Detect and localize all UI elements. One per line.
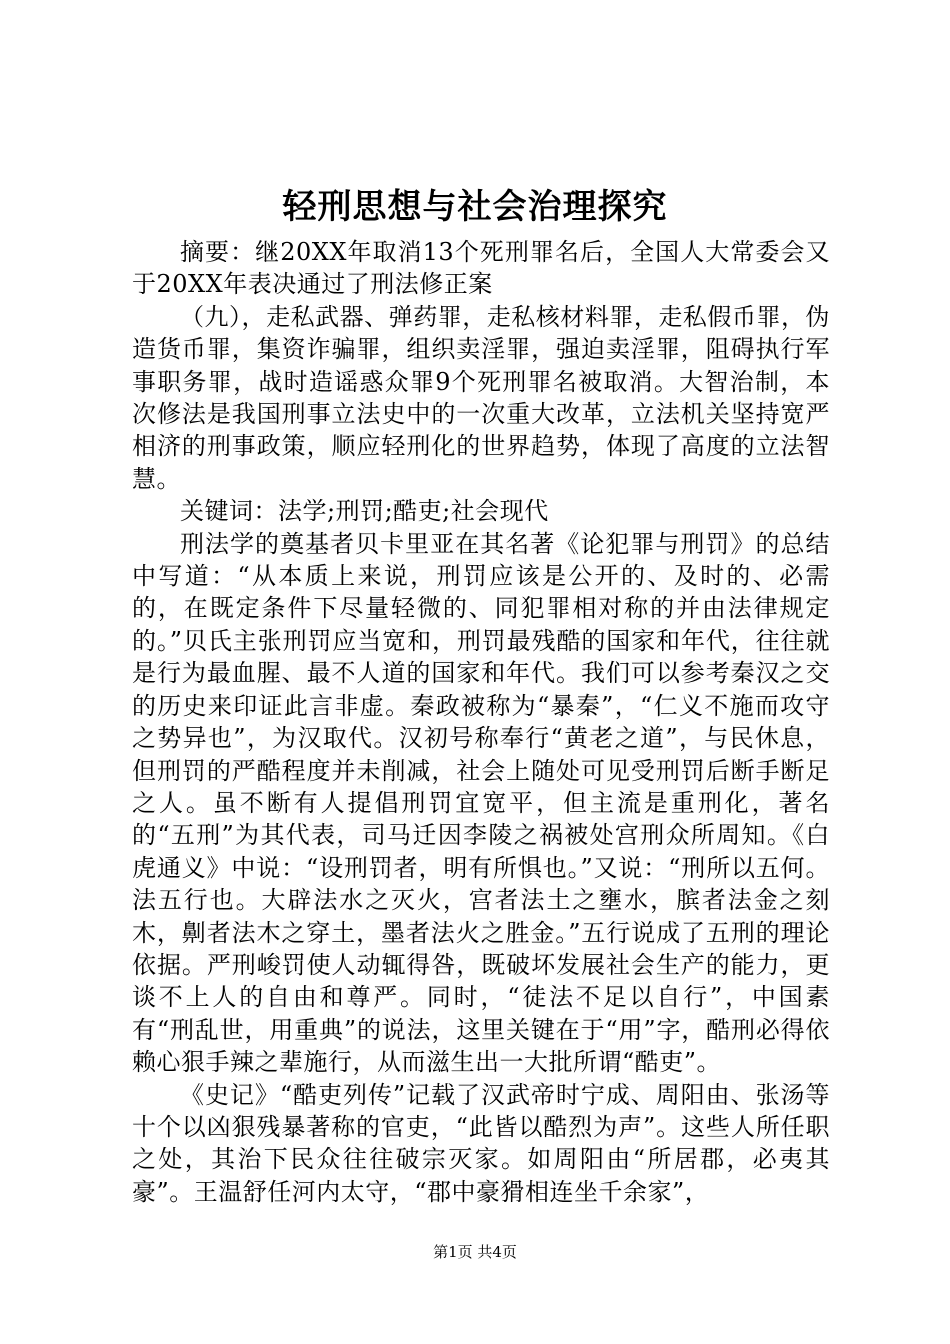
document-title: 轻刑思想与社会治理探究 [282, 187, 668, 227]
body-paragraph: 刑法学的奠基者贝卡里亚在其名著《论犯罪与刑罚》的总结中写道：“从本质上来说，刑罚应该是公开的、及时的、必需的，在既定条件下尽量轻微的、同犯罪相对称的并由法律规定的。”贝氏主张刑罚应当宽和，刑罚最残酷的国家和年代，往往就是行为最血腥、最不人道的国家和年代。我们可以参考秦汉之交的历史来印证此言非虚。秦政被称为“暴秦”，“仁义不施而攻守之势异也”，为汉取代。汉初号称奉行“黄老之道”，与民休息，但刑罚的严酷程度并未削减，社会上随处可见受刑罚后断手断足之人。虽不断有人提倡刑罚宜宽平，但主流是重刑化，著名的“五刑”为其代表，司马迁因李陵之祸被处宫刑众所周知。《白虎通义》中说：“设刑罚者，明有所惧也。”又说：“刑所以五何。法五行也。大辟法水之灭火，宫者法土之壅水，膑者法金之刻木，劓者法木之穿土，墨者法火之胜金。”五行说成了五刑的理论依据。严刑峻罚使人动辄得咎，既破坏发展社会生产的能力，更谈不上人的自由和尊严。同时，“徒法不足以自行”，中国素有“刑乱世，用重典”的说法，这里关键在于“用”字，酷刑必得依赖心狠手辣之辈施行，从而滋生出一大批所谓“酷吏”。 [132, 529, 830, 1077]
abstract-paragraph: 摘要：继20XX年取消13个死刑罪名后，全国人大常委会又于20XX年表决通过了刑法修正案 [132, 238, 830, 299]
body-paragraph: 《史记》“酷吏列传”记载了汉武帝时宁成、周阳由、张汤等十个以凶狠残暴著称的官吏，“此皆以酷烈为声”。这些人所任职之处，其治下民众往往破宗灭家。如周阳由“所居郡，必夷其豪”。王温舒任河内太守，“郡中豪猾相连坐千余家”， [132, 1080, 830, 1206]
keywords-paragraph: 关键词：法学;刑罚;酷吏;社会现代 [180, 497, 549, 526]
page-footer: 第1页 共4页 [433, 1243, 517, 1261]
document-body [132, 236, 830, 1208]
abstract-continuation-paragraph: （九），走私武器、弹药罪，走私核材料罪，走私假币罪，伪造货币罪，集资诈骗罪，组织卖淫罪，强迫卖淫罪，阻碍执行军事职务罪，战时造谣惑众罪9个死刑罪名被取消。大智治制，本次修法是我国刑事立法史中的一次重大改革，立法机关坚持宽严相济的刑事政策，顺应轻刑化的世界趋势，体现了高度的立法智慧。 [132, 302, 830, 493]
